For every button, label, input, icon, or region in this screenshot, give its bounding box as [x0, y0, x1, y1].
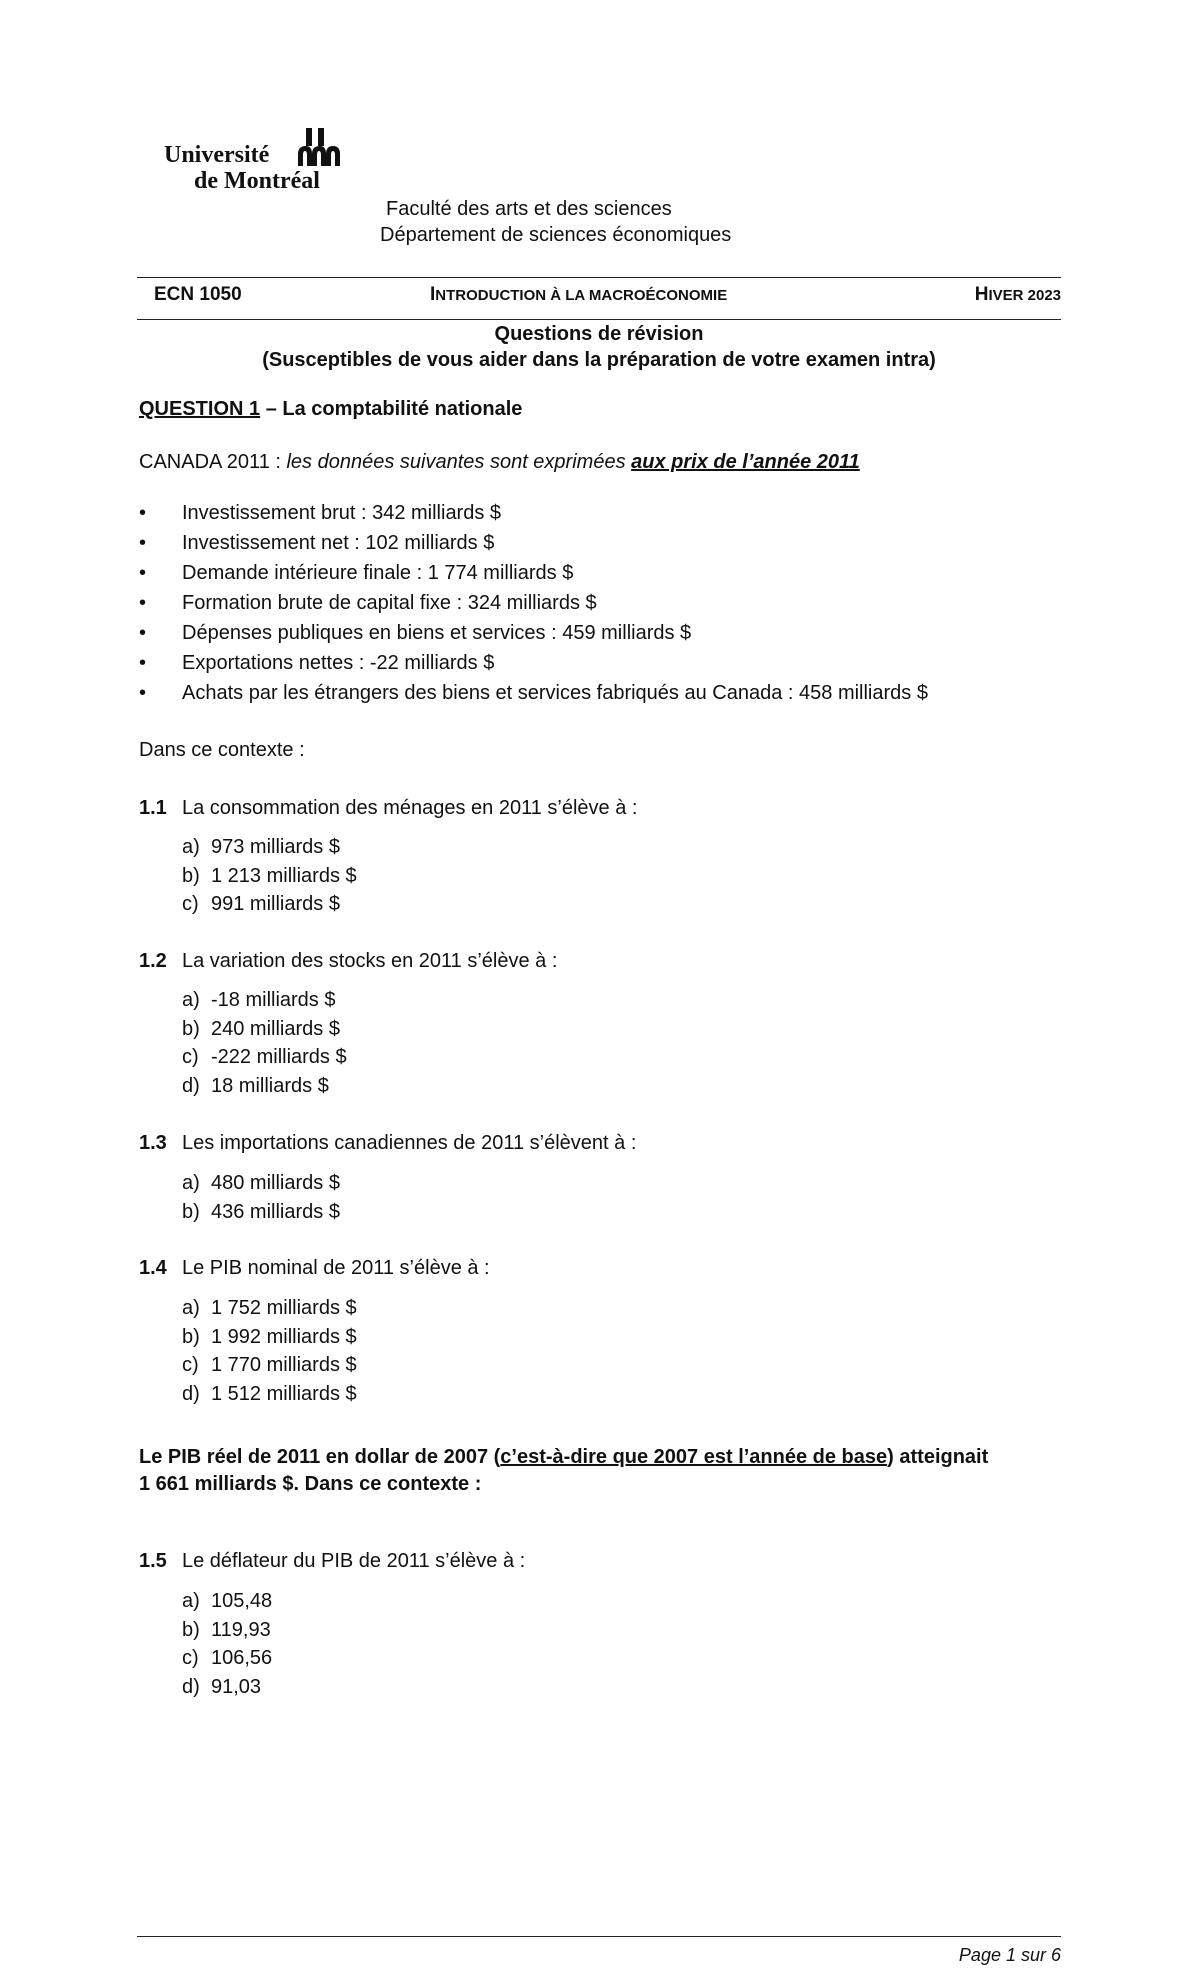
answer-option[interactable]: d) 1 512 milliards $ — [182, 1382, 357, 1405]
answer-option[interactable]: b) 1 992 milliards $ — [182, 1325, 357, 1348]
doc-title: Questions de révision — [494, 323, 704, 345]
answer-option[interactable]: a) 105,48 — [182, 1590, 273, 1612]
real-gdp-note: Le PIB réel de 2011 en dollar de 2007 (c’est-à-dire que 2007 est l’année de base) atteignait 1 661 milliards $. Dans ce contexte : — [139, 1446, 989, 1495]
question-heading — [139, 396, 522, 422]
answer-option[interactable]: d) 18 milliards $ — [182, 1074, 329, 1097]
udem-emblem-icon — [296, 128, 342, 168]
answer-option[interactable]: a) -18 milliards $ — [182, 989, 336, 1011]
bullet-icon: • — [139, 562, 147, 584]
term-rest: IVER 2023 — [988, 287, 1061, 304]
context-line: Dans ce contexte : — [139, 739, 305, 761]
course-code: ECN 1050 — [154, 284, 242, 305]
subquestion-number: 1.5 — [139, 1550, 167, 1572]
bullet-icon: • — [139, 682, 147, 704]
answer-option[interactable]: c) -222 milliards $ — [182, 1046, 347, 1068]
logo-university-line2: de Montréal — [194, 168, 320, 194]
department-name: Département de sciences économiques — [380, 224, 732, 246]
subquestion-1-1 — [139, 795, 637, 821]
subquestion-1-3 — [139, 1130, 636, 1156]
answer-option[interactable]: b) 1 213 milliards $ — [182, 864, 357, 887]
course-title-rest: NTRODUCTION À LA MACROÉCONOMIE — [435, 287, 728, 304]
subquestion-number: 1.2 — [139, 950, 167, 972]
course-title — [430, 283, 727, 308]
answer-option[interactable]: d) 91,03 — [182, 1675, 262, 1698]
answer-option[interactable]: c) 1 770 milliards $ — [182, 1354, 357, 1376]
logo-university-line1: Université — [164, 142, 270, 168]
answer-option[interactable]: b) 240 milliards $ — [182, 1017, 340, 1040]
bullet-icon: • — [139, 652, 147, 674]
subquestion-number: 1.1 — [139, 797, 167, 819]
options-1-5 — [182, 1587, 272, 1701]
answer-option[interactable]: c) 106,56 — [182, 1647, 273, 1669]
options-1-3 — [182, 1169, 340, 1226]
options-1-1 — [182, 833, 357, 919]
subquestion-number: 1.4 — [139, 1257, 167, 1279]
course-title-initial: I — [430, 284, 436, 305]
doc-subtitle: (Susceptibles de vous aider dans la préparation de votre examen intra) — [262, 349, 936, 371]
subquestion-text: Le déflateur du PIB de 2011 s’élève à : — [182, 1550, 526, 1572]
question-intro — [139, 449, 860, 475]
university-logo — [164, 128, 354, 202]
question-label: QUESTION 1 — [139, 398, 261, 420]
subquestion-text: Les importations canadiennes de 2011 s’élèvent à : — [182, 1132, 637, 1154]
options-1-4 — [182, 1294, 357, 1408]
subquestion-1-5 — [139, 1548, 525, 1574]
answer-option[interactable]: a) 973 milliards $ — [182, 836, 340, 858]
answer-option[interactable]: a) 1 752 milliards $ — [182, 1297, 357, 1319]
bullet-icon: • — [139, 532, 147, 554]
subquestion-text: La consommation des ménages en 2011 s’élève à : — [182, 797, 638, 819]
subquestion-1-2 — [139, 948, 557, 974]
question-title: – La comptabilité nationale — [260, 398, 523, 420]
intro-emphasis: aux prix de l’année 2011 — [631, 451, 860, 473]
subquestion-text: La variation des stocks en 2011 s’élève à : — [182, 950, 558, 972]
answer-option[interactable]: b) 436 milliards $ — [182, 1200, 340, 1223]
answer-option[interactable]: a) 480 milliards $ — [182, 1172, 340, 1194]
faculty-name: Faculté des arts et des sciences — [386, 198, 672, 220]
subquestion-text: Le PIB nominal de 2011 s’élève à : — [182, 1257, 490, 1279]
header-bottom-rule — [137, 319, 1061, 320]
bullet-icon: • — [139, 502, 147, 524]
term-initial: H — [974, 284, 989, 305]
base-year-note: c’est-à-dire que 2007 est l’année de base — [500, 1446, 888, 1468]
bullet-icon: • — [139, 622, 147, 644]
intro-prefix: CANADA 2011 : — [139, 451, 287, 473]
subquestion-number: 1.3 — [139, 1132, 167, 1154]
options-1-2 — [182, 986, 347, 1100]
answer-option[interactable]: b) 119,93 — [182, 1618, 271, 1641]
page-number: Page 1 sur 6 — [958, 1945, 1061, 1965]
answer-option[interactable]: c) 991 milliards $ — [182, 893, 340, 915]
course-term — [975, 283, 1061, 308]
bullet-icon: • — [139, 592, 147, 614]
subquestion-1-4 — [139, 1255, 490, 1281]
header-top-rule — [137, 277, 1061, 278]
intro-italic: les données suivantes sont exprimées — [286, 451, 632, 473]
footer-rule — [137, 1936, 1061, 1937]
